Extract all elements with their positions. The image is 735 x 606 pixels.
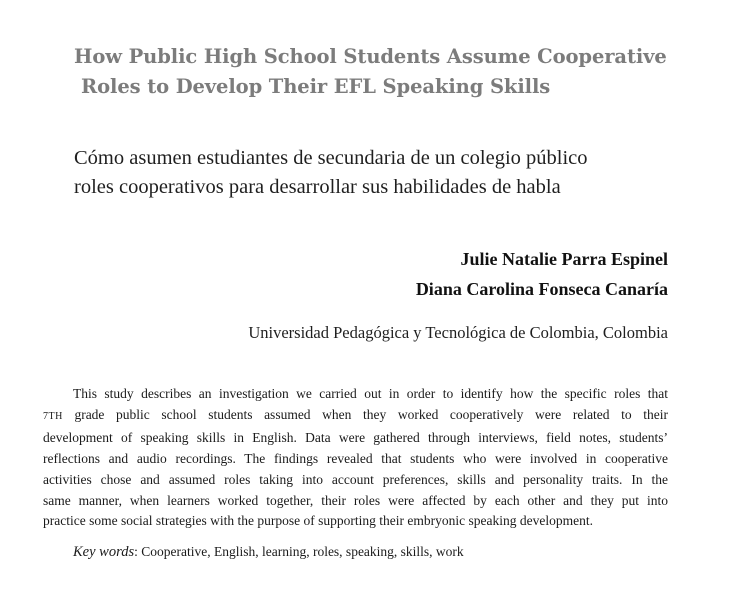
abstract-line: This study describes an investigation we carried out in order to identify how the specific roles that [73,386,668,401]
abstract-line-text: grade public school students assumed when they worked cooperatively were related to their [62,406,668,422]
abstract-line [43,405,668,428]
spanish-title [74,144,694,202]
grade-label: 7TH [43,410,63,422]
abstract [43,384,668,532]
abstract-line: development of speaking skills in English. Data were gathered through interviews, field notes, students’ [43,429,668,445]
spanish-title-line-1: Cómo asumen estudiantes de secundaria de un colegio público [74,147,588,169]
keywords-separator: : [134,544,142,559]
spanish-title-line-2: roles cooperativos para desarrollar sus habilidades de habla [74,176,561,198]
keywords-list: Cooperative, English, learning, roles, speaking, skills, work [141,544,464,559]
abstract-line: practice some social strategies with the purpose of supporting their embryonic speaking development. [43,513,593,529]
paper-title-line-1: How Public High School Students Assume Cooperative [74,45,667,68]
keywords-label: Key words [73,544,135,560]
author-name: Diana Carolina Fonseca Canaría [415,279,668,299]
author-name: Julie Natalie Parra Espinel [460,249,668,269]
keywords [73,542,464,562]
author-affiliation: Universidad Pedagógica y Tecnológica de Colombia, Colombia [248,323,668,342]
paper-title [74,42,714,102]
author-list [416,244,668,304]
abstract-line: activities chose and assumed roles taking into account preferences, skills and personality traits. In the [43,471,668,487]
abstract-line: same manner, when learners worked together, their roles were affected by each other and they put into [43,492,668,508]
abstract-line: reflections and audio recordings. The findings revealed that students who were involved in cooperative [43,450,668,466]
paper-title-line-2: Roles to Develop Their EFL Speaking Skills [81,75,551,98]
